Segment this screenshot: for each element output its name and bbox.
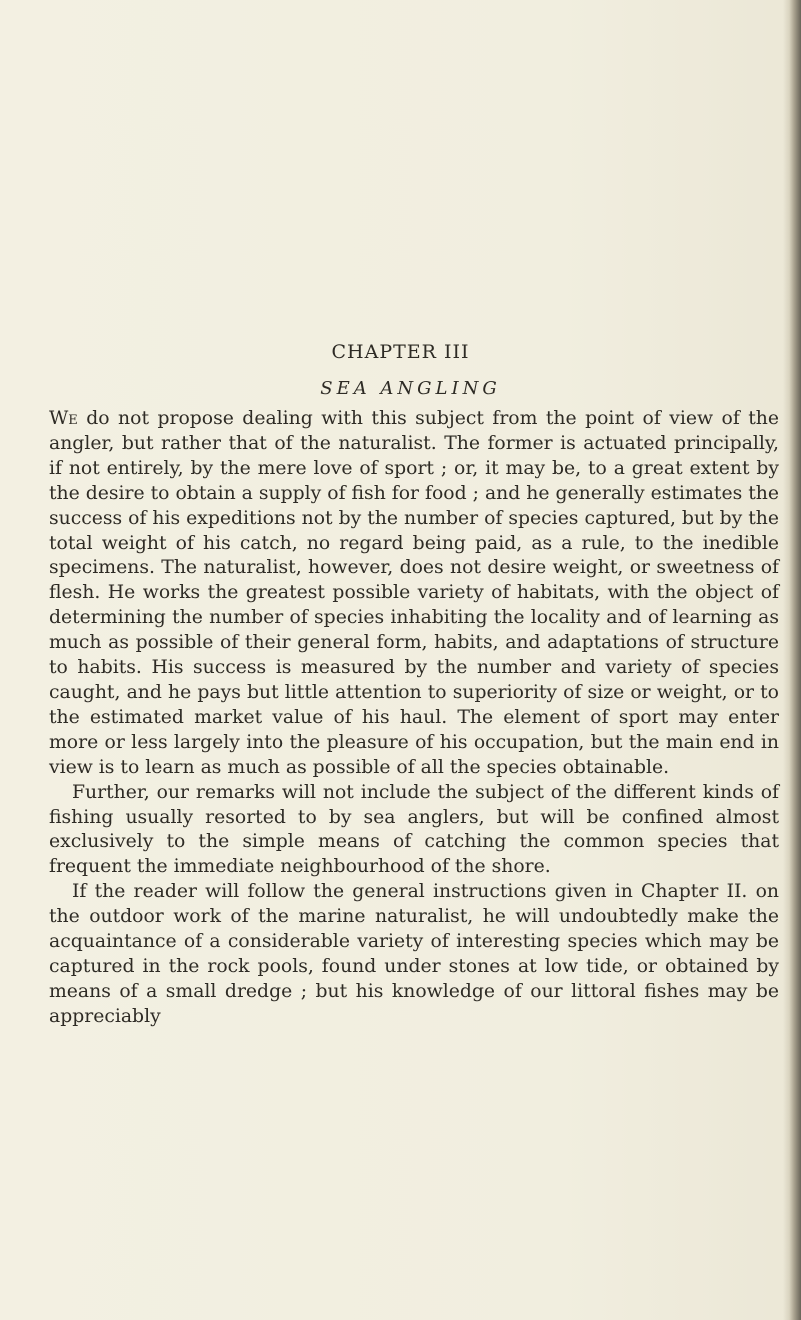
paragraph-1-lead-word: We — [49, 408, 78, 429]
paragraph-1 — [49, 407, 779, 781]
page-edge-shadow — [783, 0, 801, 1320]
paragraph-1-text: do not propose dealing with this subject from the point of view of the angler, but rather that of the naturalist. The former is actuated principally, if not entirely, by the mere love of sport ; or, it may be, to a great extent by the desire to obtain a supply of fish for food ; and he generally estimates the success of his expeditions not by the number of species captured, but by the total weight of his catch, no regard being paid, as a rule, to the inedible specimens. The naturalist, however, does not desire weight, or sweetness of flesh. He works the greatest possible variety of habitats, with the object of determining the number of species inhabiting the locality and of learning as much as possible of their general form, habits, and adaptations of structure to habits. His success is measured by the number and variety of species caught, and he pays but little attention to superiority of size or weight, or to the estimated market value of his haul. The element of sport may enter more or less largely into the pleasure of his occupation, but the main end in view is to learn as much as possible of all the species obtainable. — [49, 408, 779, 778]
chapter-heading: CHAPTER III — [331, 341, 470, 363]
paragraph-3: If the reader will follow the general instructions given in Chapter II. on the outdoor work of the marine naturalist, he will undoubtedly make the acquaintance of a considerable variety of interesting species which may be captured in the rock pools, found under stones at low tide, or obtained by means of a small dredge ; but his knowledge of our littoral fishes may be appreciably — [49, 881, 779, 1027]
paragraph-2: Further, our remarks will not include the subject of the different kinds of fishing usually resorted to by sea anglers, but will be confined almost exclusively to the simple means of catching the common species that frequent the immediate neighbourhood of the shore. — [49, 781, 779, 878]
chapter-title: SEA ANGLING — [320, 378, 501, 399]
body-text — [49, 407, 779, 1030]
